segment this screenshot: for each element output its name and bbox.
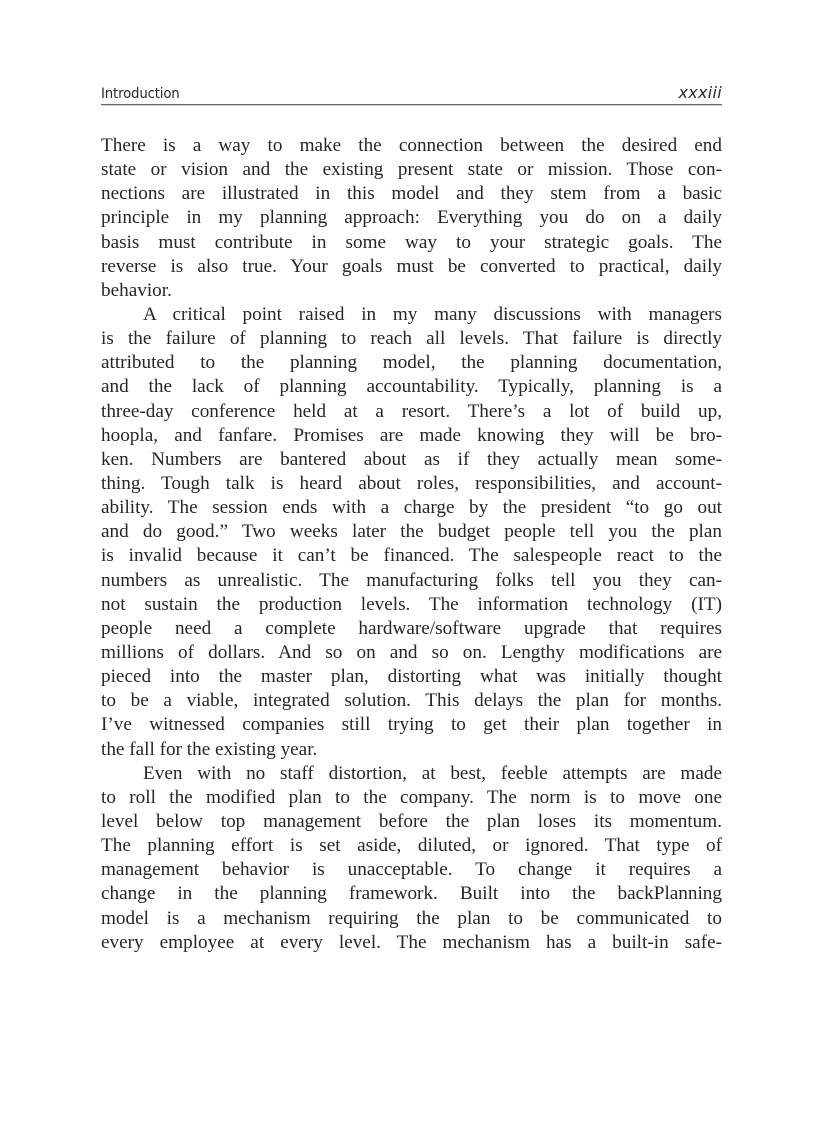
text-line: level below top management before the plan loses its momentum.	[101, 810, 722, 832]
text-line: change in the planning framework. Built into the backPlanning	[101, 883, 722, 905]
running-head-section-title: Introduction	[101, 86, 180, 102]
text-line: is invalid because it can’t be financed. The salespeople react to the	[101, 545, 722, 567]
text-line: numbers as unrealistic. The manufacturing folks tell you they can-	[101, 569, 722, 591]
text-line: reverse is also true. Your goals must be converted to practical, daily	[101, 255, 722, 277]
text-line: attributed to the planning model, the planning documentation,	[101, 352, 722, 374]
text-line: hoopla, and fanfare. Promises are made knowing they will be bro-	[101, 424, 722, 446]
text-line: behavior.	[101, 279, 172, 301]
paragraph-2	[101, 303, 722, 762]
text-line: and do good.” Two weeks later the budget people tell you the plan	[101, 521, 722, 543]
text-line: basis must contribute in some way to your strategic goals. The	[101, 231, 722, 253]
text-line: I’ve witnessed companies still trying to get their plan together in	[101, 714, 722, 736]
text-line: Even with no staff distortion, at best, feeble attempts are made	[143, 762, 722, 784]
running-head	[101, 80, 722, 105]
text-line: millions of dollars. And so on and so on. Lengthy modifications are	[101, 641, 722, 663]
text-line: to roll the modified plan to the company. The norm is to move one	[101, 786, 722, 808]
text-line: pieced into the master plan, distorting what was initially thought	[101, 666, 722, 688]
text-line: thing. Tough talk is heard about roles, responsibilities, and account-	[101, 472, 722, 494]
text-line: nections are illustrated in this model and they stem from a basic	[101, 183, 722, 205]
text-line: The planning effort is set aside, diluted, or ignored. That type of	[101, 835, 722, 857]
text-line: people need a complete hardware/software upgrade that requires	[101, 617, 722, 639]
text-line: and the lack of planning accountability. Typically, planning is a	[101, 376, 722, 398]
text-line: every employee at every level. The mechanism has a built-in safe-	[101, 931, 722, 953]
text-line: management behavior is unacceptable. To change it requires a	[101, 859, 722, 881]
paragraph-1	[101, 134, 722, 303]
body-text	[101, 134, 722, 955]
text-line: three-day conference held at a resort. There’s a lot of build up,	[101, 400, 722, 422]
text-line: the fall for the existing year.	[101, 738, 318, 760]
text-line: model is a mechanism requiring the plan to be communicated to	[101, 907, 722, 929]
text-line: is the failure of planning to reach all levels. That failure is directly	[101, 328, 722, 350]
text-line: not sustain the production levels. The information technology (IT)	[101, 593, 722, 615]
text-line: ability. The session ends with a charge by the president “to go out	[101, 497, 722, 519]
page-number: xxxiii	[678, 83, 722, 102]
text-line: A critical point raised in my many discussions with managers	[143, 303, 722, 325]
text-line: state or vision and the existing present state or mission. Those con-	[101, 159, 722, 181]
text-line: ken. Numbers are bantered about as if they actually mean some-	[101, 448, 722, 470]
text-line: There is a way to make the connection between the desired end	[101, 135, 722, 156]
text-line: to be a viable, integrated solution. This delays the plan for months.	[101, 690, 722, 712]
paragraph-3	[101, 762, 722, 955]
text-line: principle in my planning approach: Everything you do on a daily	[101, 207, 722, 229]
book-page	[101, 80, 722, 953]
